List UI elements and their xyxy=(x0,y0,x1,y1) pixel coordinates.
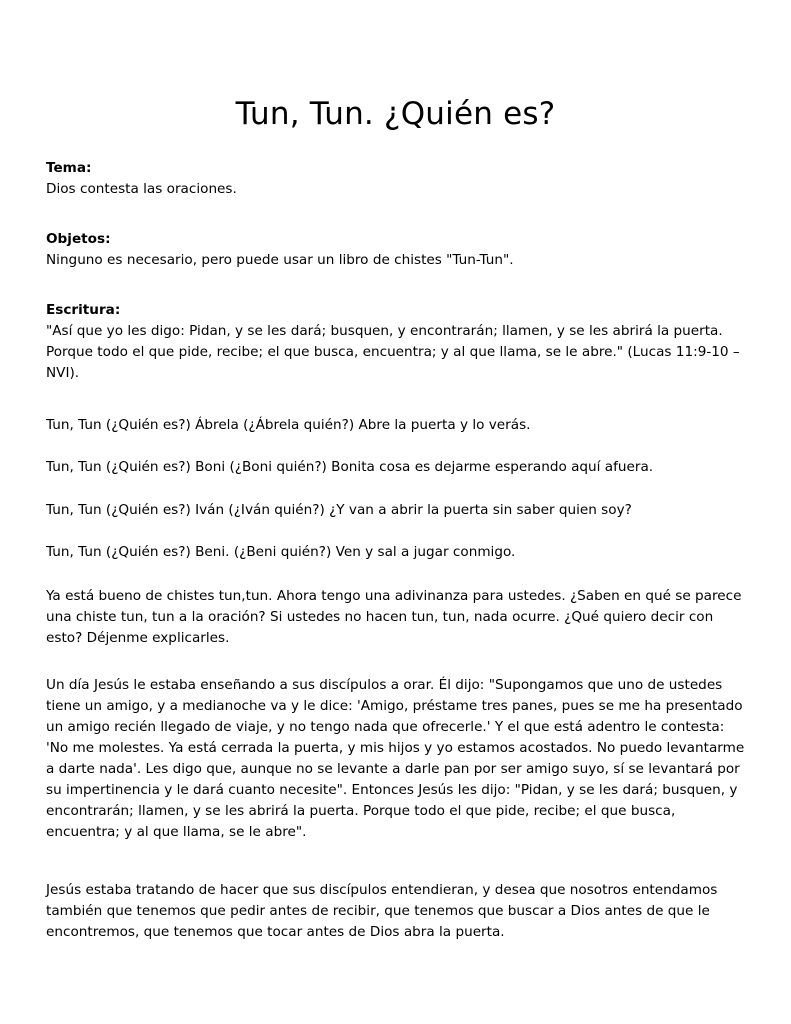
objetos-section xyxy=(46,229,746,271)
paragraph-joke-4: Tun, Tun (¿Quién es?) Beni. (¿Beni quién?) Ven y sal a jugar conmigo. xyxy=(46,544,516,560)
escritura-text: "Así que yo les digo: Pidan, y se les dará; busquen, y encontrarán; llamen, y se les abrirá la puerta. Porque todo el que pide, recibe; el que busca, encuentra; y al que llama, se le abre." (Lucas 11:9-10 – NVI). xyxy=(46,323,740,381)
tema-label: Tema: xyxy=(46,160,92,176)
escritura-section xyxy=(46,300,746,384)
tema-text: Dios contesta las oraciones. xyxy=(46,181,237,197)
objetos-label: Objetos: xyxy=(46,231,111,247)
escritura-label: Escritura: xyxy=(46,302,121,318)
paragraph-parable: Un día Jesús le estaba enseñando a sus discípulos a orar. Él dijo: "Supongamos que uno de ustedes tiene un amigo, y a medianoche va y le dice: 'Amigo, préstame tres panes, pues se me ha presentado un amigo recién llegado de viaje, y no tengo nada que ofrecerle.' Y el que está adentro le contesta: 'No me molestes. Ya está cerrada la puerta, y mis hijos y yo estamos acostados. No puedo levantarme a darte nada'. Les digo que, aunque no se levante a darle pan por ser amigo suyo, sí se levantará por su impertinencia y le dará cuanto necesite". Entonces Jesús les dijo: "Pidan, y se les dará; busquen, y encontrarán; llamen, y se les abrirá la puerta. Porque todo el que pide, recibe; el que busca, encuentra; y al que llama, se le abre". xyxy=(46,677,745,840)
tema-section xyxy=(46,158,746,200)
paragraph-riddle: Ya está bueno de chistes tun,tun. Ahora tengo una adivinanza para ustedes. ¿Saben en qué se parece una chiste tun, tun a la oración? Si ustedes no hacen tun, tun, nada ocurre. ¿Qué quiero decir con esto? Déjenme explicarles. xyxy=(46,588,742,646)
paragraph-conclusion: Jesús estaba tratando de hacer que sus discípulos entendieran, y desea que nosotros entendamos también que tenemos que pedir antes de recibir, que tenemos que buscar a Dios antes de que le encontremos, que tenemos que tocar antes de Dios abra la puerta. xyxy=(46,882,718,940)
paragraph-joke-3: Tun, Tun (¿Quién es?) Iván (¿Iván quién?) ¿Y van a abrir la puerta sin saber quien soy? xyxy=(46,502,632,518)
paragraph-joke-1: Tun, Tun (¿Quién es?) Ábrela (¿Ábrela quién?) Abre la puerta y lo verás. xyxy=(46,417,531,433)
paragraph-joke-2: Tun, Tun (¿Quién es?) Boni (¿Boni quién?) Bonita cosa es dejarme esperando aquí afuera. xyxy=(46,459,654,475)
objetos-text: Ninguno es necesario, pero puede usar un libro de chistes "Tun-Tun". xyxy=(46,252,514,268)
page-title: Tun, Tun. ¿Quién es? xyxy=(235,96,556,132)
